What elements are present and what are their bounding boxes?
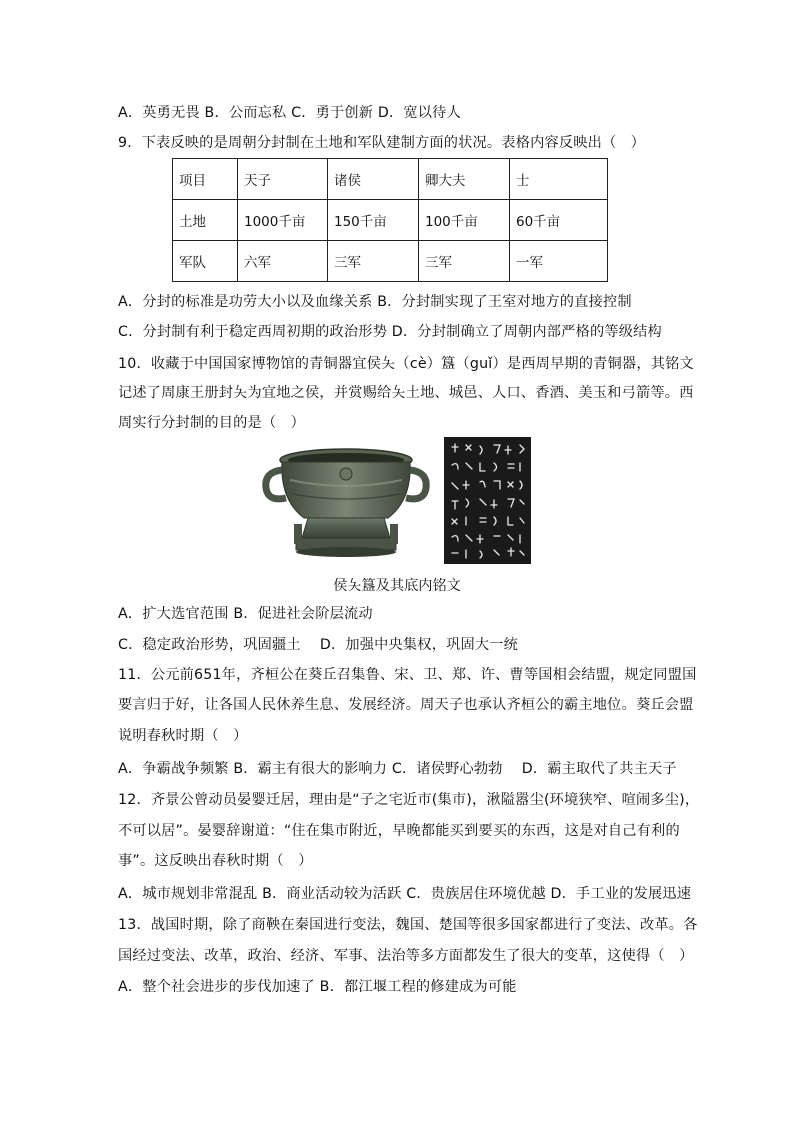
q13-option-line: A．整个社会进步的步伐加速了 B．都江堰工程的修建成为可能: [118, 979, 517, 995]
table-cell: 军队: [173, 241, 238, 282]
q10-stem-line: 周实行分封制的目的是（ ）: [118, 415, 306, 431]
q11-stem-line: 说明春秋时期（ ）: [118, 728, 248, 744]
table-cell: 60千亩: [510, 200, 608, 241]
q13-stem-line: 国经过变法、改革，政治、经济、军事、法治等多方面都发生了很大的变革，这使得（ ）: [118, 948, 694, 964]
q10-option-line: C．稳定政治形势，巩固疆土 D．加强中央集权，巩固大一统: [118, 637, 519, 653]
q10-option-line: A．扩大选官范围 B．促进社会阶层流动: [118, 606, 373, 622]
table-cell: 项目: [173, 159, 238, 200]
table-row: [173, 200, 608, 241]
q9-table: [172, 158, 608, 282]
table-cell: 150千亩: [328, 200, 419, 241]
q12-stem-line: 不可以居”。晏婴辞谢道：“住在集市附近，早晚都能买到要买的东西，这是对自己有利的: [118, 823, 680, 839]
q11-stem-line: 要言归于好，让各国人民休养生息、发展经济。周天子也承认齐桓公的霸主地位。葵丘会盟: [118, 697, 694, 713]
q13-stem-line: 13．战国时期，除了商鞅在秦国进行变法，魏国、楚国等很多国家都进行了变法、改革。各: [118, 917, 698, 933]
q12-stem-line: 12．齐景公曾动员晏婴迁居，理由是“子之宅近市(集市)，湫隘嚣尘(环境狭窄、喧闹多尘)，: [118, 792, 700, 808]
q11-option-line: A．争霸战争频繁 B．霸主有很大的影响力 C．诸侯野心勃勃 D．霸主取代了共主天子: [118, 761, 677, 777]
bronze-gui-image: [260, 440, 432, 565]
q11-stem-line: 11．公元前651年，齐桓公在葵丘召集鲁、宋、卫、郑、许、曹等国相会结盟，规定同盟国: [118, 667, 697, 683]
table-cell: 三军: [328, 241, 419, 282]
q10-stem-line: 记述了周康王册封夨为宜地之侯，并赏赐给夨土地、城邑、人口、香酒、美玉和弓箭等。西: [118, 385, 694, 401]
q10-stem-line: 10．收藏于中国国家博物馆的青铜器宜侯夨（cè）簋（guǐ）是西周早期的青铜器，其铭文: [118, 356, 694, 372]
table-cell: 100千亩: [419, 200, 510, 241]
q9-option-line: C．分封制有利于稳定西周初期的政治形势 D．分封制确立了周朝内部严格的等级结构: [118, 324, 662, 340]
table-cell: 一军: [510, 241, 608, 282]
table-cell: 六军: [238, 241, 328, 282]
table-cell: 诸侯: [328, 159, 419, 200]
table-cell: 1000千亩: [238, 200, 328, 241]
table-cell: 士: [510, 159, 608, 200]
table-cell: 土地: [173, 200, 238, 241]
figure-caption: 侯夨簋及其底内铭文: [333, 578, 461, 594]
q9-option-line: A．分封的标准是功劳大小以及血缘关系 B．分封制实现了王室对地方的直接控制: [118, 294, 632, 310]
table-row: [173, 159, 608, 200]
q12-stem-line: 事”。这反映出春秋时期（ ）: [118, 853, 313, 869]
q8-options: A．英勇无畏 B．公而忘私 C．勇于创新 D．宽以待人: [118, 105, 461, 121]
q9-stem: 9．下表反映的是周朝分封制在土地和军队建制方面的状况。表格内容反映出（ ）: [118, 135, 646, 151]
q12-option-line: A．城市规划非常混乱 B．商业活动较为活跃 C．贵族居住环境优越 D．手工业的发展迅速: [118, 886, 692, 902]
table-row: [173, 241, 608, 282]
inscription-rubbing-image: [444, 437, 531, 564]
table-cell: 卿大夫: [419, 159, 510, 200]
table-cell: 天子: [238, 159, 328, 200]
table-cell: 三军: [419, 241, 510, 282]
